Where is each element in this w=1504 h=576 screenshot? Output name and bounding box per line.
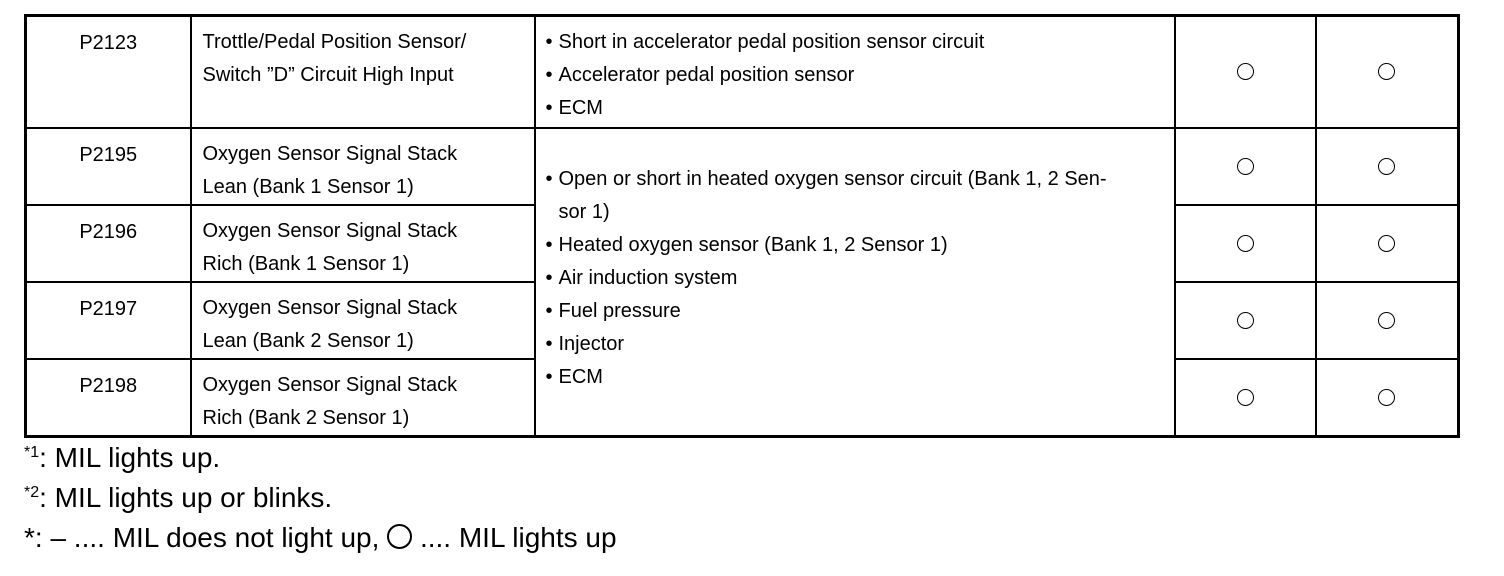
footnote-mil-2 (24, 478, 617, 518)
trouble-area-item: • Short in accelerator pedal position sensor circuit (546, 26, 1166, 59)
detection-item-line: Switch ”D” Circuit High Input (202, 64, 454, 86)
trouble-area-item: • ECM (546, 361, 1156, 394)
detection-item (191, 282, 535, 359)
detection-item-line: Oxygen Sensor Signal Stack (202, 373, 458, 396)
trouble-area-list (546, 26, 1166, 125)
circle-icon (387, 524, 412, 549)
trouble-area-shared (535, 128, 1175, 437)
footnote-mil-1 (24, 438, 617, 478)
trouble-area (535, 16, 1175, 128)
trouble-area-item: • ECM (546, 92, 1166, 125)
mil-cell-2 (1316, 205, 1459, 282)
mil-cell-2 (1316, 16, 1459, 128)
detection-item-line: Rich (Bank 1 Sensor 1) (202, 252, 410, 275)
circle-icon (1237, 235, 1254, 252)
detection-item-line: Oxygen Sensor Signal Stack (202, 219, 458, 242)
detection-item (191, 205, 535, 282)
trouble-area-list (546, 163, 1156, 394)
circle-icon (1237, 312, 1254, 329)
footnote-text: : MIL lights up or blinks. (39, 482, 333, 513)
footnote-mark: *1 (24, 444, 40, 461)
table-row (26, 128, 1459, 205)
dtc-code: P2123 (26, 16, 191, 128)
circle-icon (1237, 158, 1254, 175)
circle-icon (1378, 312, 1395, 329)
detection-item-line: Rich (Bank 2 Sensor 1) (202, 406, 410, 429)
footnotes (24, 438, 617, 558)
mil-cell-2 (1316, 359, 1459, 437)
mil-cell-2 (1316, 128, 1459, 205)
trouble-area-item: • Injector (546, 328, 1156, 361)
mil-cell-1 (1175, 16, 1316, 128)
circle-icon (1237, 389, 1254, 406)
legend-text: *: – .... MIL does not light up, (24, 522, 380, 553)
circle-icon (1378, 63, 1395, 80)
dtc-code: P2195 (26, 128, 191, 205)
circle-icon (1237, 63, 1254, 80)
table-row (26, 16, 1459, 128)
detection-item-line: Trottle/Pedal Position Sensor/ (202, 31, 467, 53)
detection-item (191, 128, 535, 205)
trouble-area-item: • Fuel pressure (546, 295, 1156, 328)
circle-icon (1378, 235, 1395, 252)
mil-cell-1 (1175, 205, 1316, 282)
dtc-code: P2196 (26, 205, 191, 282)
detection-item-line: Lean (Bank 1 Sensor 1) (202, 175, 414, 198)
mil-cell-1 (1175, 128, 1316, 205)
footnote-text: : MIL lights up. (39, 442, 221, 473)
detection-item-line: Oxygen Sensor Signal Stack (202, 142, 458, 165)
legend-text: .... MIL lights up (419, 522, 617, 553)
dtc-code: P2198 (26, 359, 191, 437)
mil-cell-1 (1175, 282, 1316, 359)
trouble-area-item: • Accelerator pedal position sensor (546, 59, 1166, 92)
trouble-area-item (546, 163, 1156, 229)
detection-item-line: Lean (Bank 2 Sensor 1) (202, 329, 414, 352)
circle-icon (1378, 389, 1395, 406)
mil-cell-1 (1175, 359, 1316, 437)
trouble-area-item: • Heated oxygen sensor (Bank 1, 2 Sensor 1) (546, 229, 1156, 262)
trouble-area-text: sor 1) (558, 201, 610, 223)
dtc-code: P2197 (26, 282, 191, 359)
footnote-mark: *2 (24, 484, 40, 501)
circle-icon (1378, 158, 1395, 175)
trouble-area-text: Open or short in heated oxygen sensor circuit (Bank 1, 2 Sen- (558, 168, 1107, 190)
detection-item (191, 359, 535, 437)
dtc-table (24, 14, 1460, 438)
trouble-area-item: • Air induction system (546, 262, 1156, 295)
mil-cell-2 (1316, 282, 1459, 359)
footnote-legend (24, 518, 617, 558)
detection-item (191, 16, 535, 128)
detection-item-line: Oxygen Sensor Signal Stack (202, 296, 458, 319)
